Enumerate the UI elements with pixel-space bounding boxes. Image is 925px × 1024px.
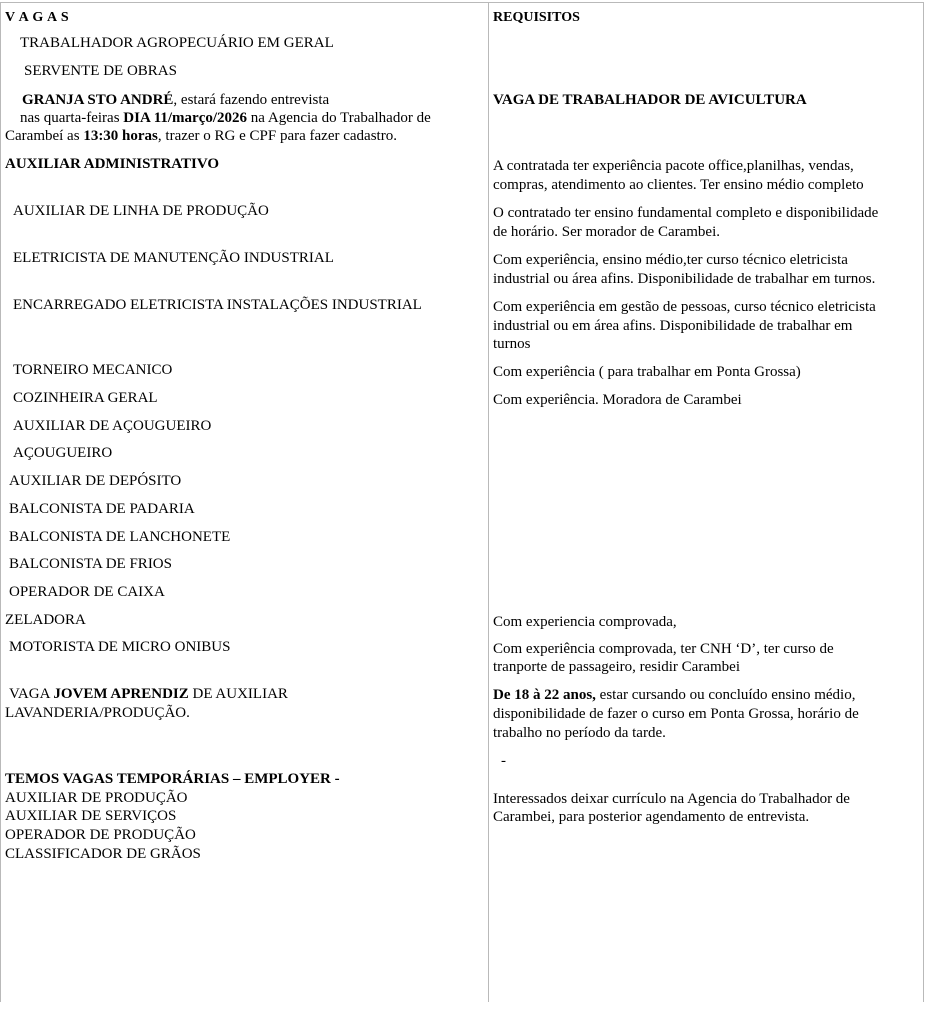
interessados-line: Interessados deixar currículo na Agencia do Trabalhador de (493, 791, 850, 807)
temporaria-item: AUXILIAR DE PRODUÇÃO (5, 790, 188, 806)
temporaria-item: AUXILIAR DE SERVIÇOS (5, 808, 177, 824)
vaga-torneiro: TORNEIRO MECANICO (13, 362, 173, 378)
requisito-aux-linha-line: de horário. Ser morador de Carambei. (493, 224, 720, 240)
granja-line-3: Carambeí as 13:30 horas, trazer o RG e CPF para fazer cadastro. (5, 128, 397, 144)
temporaria-item: CLASSIFICADOR DE GRÃOS (5, 846, 201, 862)
requisito-encarregado-line: Com experiência em gestão de pessoas, curso técnico eletricista (493, 299, 876, 315)
vaga-auxiliar-administrativo: AUXILIAR ADMINISTRATIVO (5, 156, 220, 172)
requisito-jovem-line-1: De 18 à 22 anos, estar cursando ou concluído ensino médio, (493, 687, 856, 703)
vaga-eletricista: ELETRICISTA DE MANUTENÇÃO INDUSTRIAL (13, 250, 334, 266)
vaga-jovem-aprendiz-line-2: LAVANDERIA/PRODUÇÃO. (5, 705, 190, 721)
vaga-balconista-padaria: BALCONISTA DE PADARIA (9, 501, 195, 517)
vaga-zeladora: ZELADORA (5, 612, 86, 628)
vaga-motorista: MOTORISTA DE MICRO ONIBUS (9, 639, 231, 655)
vaga-trabalhador-agropecuario: TRABALHADOR AGROPECUÁRIO EM GERAL (20, 35, 334, 51)
interessados-line: Carambei, para posterior agendamento de entrevista. (493, 809, 810, 825)
requisito-encarregado-line: industrial ou em área afins. Disponibilidade de trabalhar em (493, 318, 853, 334)
requisito-aux-admin-line: A contratada ter experiência pacote office,planilhas, vendas, (493, 158, 854, 174)
requisito-cozinheira: Com experiência. Moradora de Carambei (493, 392, 742, 408)
requisito-jovem-line-2: disponibilidade de fazer o curso em Ponta Grossa, horário de (493, 706, 859, 722)
requisito-torneiro: Com experiência ( para trabalhar em Ponta Grossa) (493, 364, 801, 380)
requisitos-header: REQUISITOS (493, 10, 580, 25)
vaga-servente: SERVENTE DE OBRAS (24, 63, 177, 79)
requisito-motorista-line: Com experiência comprovada, ter CNH ‘D’, ter curso de (493, 641, 834, 657)
requisito-avicultura: VAGA DE TRABALHADOR DE AVICULTURA (493, 92, 807, 108)
requisito-aux-admin-line: compras, atendimento ao clientes. Ter ensino médio completo (493, 177, 864, 193)
requisito-dash: - (501, 753, 506, 769)
requisito-zeladora: Com experiencia comprovada, (493, 614, 677, 630)
vaga-auxiliar-deposito: AUXILIAR DE DEPÓSITO (9, 473, 182, 489)
vaga-auxiliar-linha-producao: AUXILIAR DE LINHA DE PRODUÇÃO (13, 203, 269, 219)
requisito-eletricista-line: Com experiência, ensino médio,ter curso técnico eletricista (493, 252, 848, 268)
vaga-cozinheira: COZINHEIRA GERAL (13, 390, 158, 406)
vaga-balconista-frios: BALCONISTA DE FRIOS (9, 556, 172, 572)
column-divider (488, 2, 489, 1002)
vaga-jovem-aprendiz-line-1: VAGA JOVEM APRENDIZ DE AUXILIAR (9, 686, 288, 702)
vaga-balconista-lanchonete: BALCONISTA DE LANCHONETE (9, 529, 231, 545)
vaga-acougueiro: AÇOUGUEIRO (13, 445, 113, 461)
granja-line-1: GRANJA STO ANDRÉ, estará fazendo entrevista (22, 92, 330, 108)
requisito-jovem-line-3: trabalho no período da tarde. (493, 725, 666, 741)
vagas-header: V A G A S (5, 10, 70, 25)
vaga-operador-caixa: OPERADOR DE CAIXA (9, 584, 165, 600)
requisito-aux-linha-line: O contratado ter ensino fundamental completo e disponibilidade (493, 205, 879, 221)
temporarias-title: TEMOS VAGAS TEMPORÁRIAS – EMPLOYER - (5, 771, 340, 787)
requisito-motorista-line: tranporte de passageiro, residir Carambei (493, 659, 740, 675)
granja-line-2: nas quarta-feiras DIA 11/março/2026 na Agencia do Trabalhador de (20, 110, 431, 126)
temporaria-item: OPERADOR DE PRODUÇÃO (5, 827, 196, 843)
requisito-encarregado-line: turnos (493, 336, 531, 352)
vaga-encarregado-eletricista: ENCARREGADO ELETRICISTA INSTALAÇÕES INDUSTRIAL (13, 297, 422, 313)
requisito-eletricista-line: industrial ou área afins. Disponibilidade de trabalhar em turnos. (493, 271, 876, 287)
vaga-auxiliar-acougueiro: AUXILIAR DE AÇOUGUEIRO (13, 418, 212, 434)
